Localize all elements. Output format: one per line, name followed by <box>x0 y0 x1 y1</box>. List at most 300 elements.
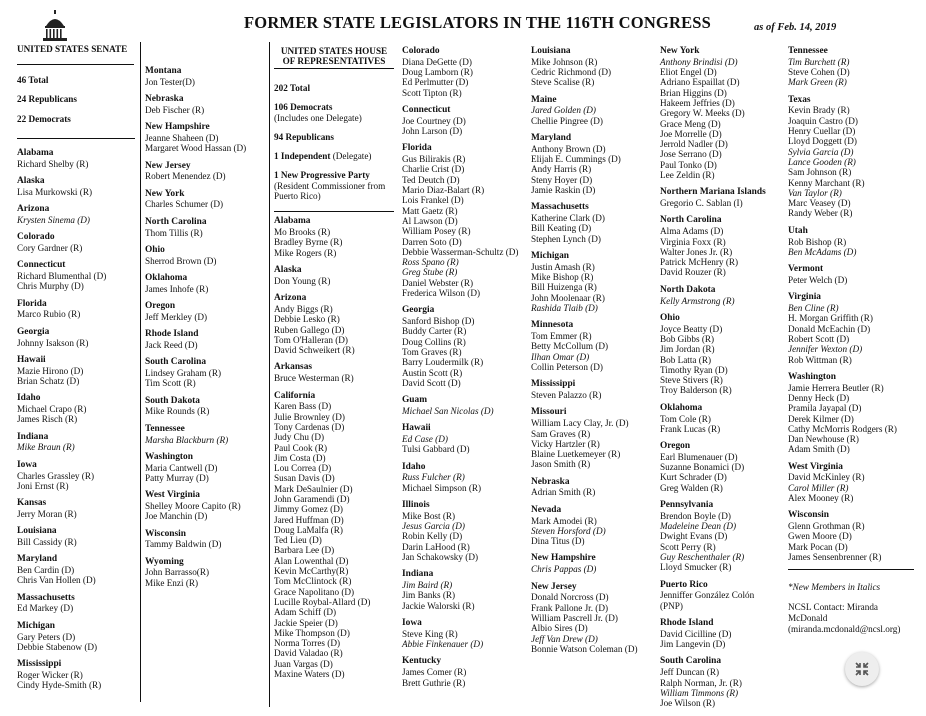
state-block <box>531 251 655 313</box>
house-independent: 1 Independent <box>274 151 331 162</box>
member-name: William Lacy Clay, Jr. (D) <box>531 418 629 429</box>
member-name: Charles Schumer (D) <box>145 199 224 210</box>
house-column-2 <box>402 46 524 695</box>
member-name: Adam Schiff (D) <box>274 607 337 618</box>
member-name: Jim Costa (D) <box>274 452 326 463</box>
member-name: Paul Cook (R) <box>274 442 328 453</box>
member-name: Joni Ernst (R) <box>17 480 69 491</box>
member-name: Mark Pocan (D) <box>788 541 848 552</box>
state-name: Oklahoma <box>660 402 703 413</box>
state-block <box>145 217 263 238</box>
member-name: Brian Higgins (D) <box>660 87 727 98</box>
member-name: Charles Grassley (R) <box>17 470 95 481</box>
state-name: Oklahoma <box>145 272 188 283</box>
state-name: Utah <box>788 225 808 236</box>
member-name: Ben McAdams (D) <box>788 246 857 257</box>
state-name: North Dakota <box>660 284 716 295</box>
state-name: Massachusetts <box>17 592 75 603</box>
state-name: West Virginia <box>788 461 843 472</box>
state-block <box>274 391 394 680</box>
member-name: Jim Banks (R) <box>402 590 456 601</box>
member-name: Ted Deutch (D) <box>402 174 460 185</box>
member-name: Dan Newhouse (R) <box>788 434 859 445</box>
member-name: Frank Pallone Jr. (D) <box>531 602 609 613</box>
member-name: David Cicilline (D) <box>660 628 732 639</box>
member-name: Lance Gooden (R) <box>788 156 856 167</box>
member-name: Juan Vargas (D) <box>274 658 333 669</box>
house-independent-note: (Delegate) <box>330 151 372 162</box>
state-block <box>17 204 134 225</box>
state-block <box>145 490 263 521</box>
state-name: Pennsylvania <box>660 500 714 511</box>
state-name: New Hampshire <box>531 553 596 564</box>
member-name: Scott Tipton (R) <box>402 87 462 98</box>
member-name: Mike Braun (R) <box>17 442 75 453</box>
member-name: Mike Bishop (R) <box>531 272 594 283</box>
member-name: Bruce Westerman (R) <box>274 373 354 384</box>
member-name: Denny Heck (D) <box>788 392 850 403</box>
member-name: Bob Gibbs (R) <box>660 333 715 344</box>
member-name: Tom Graves (R) <box>402 347 462 358</box>
member-name: Lou Correa (D) <box>274 463 332 474</box>
state-block <box>17 526 134 547</box>
member-name: Ben Cardin (D) <box>17 565 75 576</box>
state-name: Arizona <box>274 293 307 304</box>
state-block <box>145 189 263 210</box>
member-name: Adriano Espaillat (D) <box>660 77 740 88</box>
member-name: Derek Kilmer (D) <box>788 413 854 424</box>
member-name: Jerrold Nadler (D) <box>660 139 728 150</box>
state-block <box>145 357 263 388</box>
state-block <box>17 232 134 253</box>
state-block <box>17 621 134 652</box>
state-name: Mississippi <box>531 379 576 390</box>
member-name: John Garamendi (D) <box>274 494 350 504</box>
member-name: Sanford Bishop (D) <box>402 316 475 327</box>
member-name: Kevin McCarthy(R) <box>274 566 349 577</box>
member-name: Gus Bilirakis (R) <box>402 154 466 165</box>
state-name: South Carolina <box>145 357 207 368</box>
member-name: Jim Baird (R) <box>402 580 453 591</box>
state-block <box>145 245 263 266</box>
member-name: Johnny Isakson (R) <box>17 337 89 348</box>
member-name: Joe Manchin (D) <box>145 511 208 522</box>
member-name: Marsha Blackburn (R) <box>145 434 229 445</box>
state-block <box>788 46 914 88</box>
state-block <box>660 500 784 573</box>
state-list <box>17 148 134 691</box>
state-block <box>531 202 655 244</box>
state-name: Oregon <box>145 301 176 312</box>
member-name: Randy Weber (R) <box>788 208 853 219</box>
state-block <box>788 226 914 257</box>
member-name: Darren Soto (D) <box>402 236 462 247</box>
member-name: Hakeem Jeffries (D) <box>660 97 735 108</box>
state-name: Georgia <box>402 305 435 316</box>
house-progressive-block <box>274 170 394 201</box>
member-name: William Timmons (R) <box>660 687 739 698</box>
member-name: Thom Tillis (R) <box>145 227 203 238</box>
notes <box>788 582 914 635</box>
house-heading-line-1: UNITED STATES HOUSE <box>280 46 388 56</box>
member-name: Steve King (R) <box>402 628 458 639</box>
member-name: Tony Cardenas (D) <box>274 421 345 432</box>
member-name: Karen Bass (D) <box>274 401 332 412</box>
member-name: Doug Lamborn (R) <box>402 67 473 78</box>
member-name: Collin Peterson (D) <box>531 362 603 373</box>
state-name: Colorado <box>402 46 440 56</box>
member-name: Mazie Hirono (D) <box>17 365 84 376</box>
member-name: Ted Lieu (D) <box>274 535 322 546</box>
member-name: Alex Mooney (R) <box>788 493 854 504</box>
state-block <box>531 553 655 574</box>
state-name: Ohio <box>145 244 165 255</box>
state-name: Tennessee <box>788 46 828 56</box>
senate-total: 46 Total <box>17 75 49 85</box>
member-name: David Valadao (R) <box>274 648 343 659</box>
state-name: New Hampshire <box>145 122 210 133</box>
house-heading-line-2: OF REPRESENTATIVES <box>282 56 386 66</box>
member-name: Jackie Speier (D) <box>274 617 338 628</box>
state-name: New Jersey <box>531 581 577 592</box>
state-block <box>17 593 134 614</box>
state-name: California <box>274 390 316 401</box>
member-name: Brett Guthrie (R) <box>402 677 466 688</box>
member-name: Jim Jordan (R) <box>660 344 715 355</box>
state-name: Indiana <box>17 431 49 442</box>
member-name: Mike Bost (R) <box>402 510 456 521</box>
member-name: Krysten Sinema (D) <box>17 214 90 225</box>
member-name: Mike Rogers (R) <box>274 247 337 258</box>
member-name: Jon Tester(D) <box>145 76 195 87</box>
member-name: Eliot Engel (D) <box>660 67 717 78</box>
state-block <box>274 216 394 258</box>
member-name: Tom O'Halleran (D) <box>274 334 348 345</box>
member-name: Ralph Norman, Jr. (R) <box>660 677 742 688</box>
member-name: Frederica Wilson (D) <box>402 288 481 299</box>
state-block <box>402 305 524 388</box>
member-name: Justin Amash (R) <box>531 261 595 272</box>
member-name: Tulsi Gabbard (D) <box>402 444 470 455</box>
member-name: Charlie Crist (D) <box>402 164 465 175</box>
state-block <box>788 95 914 219</box>
member-name: Bob Latta (R) <box>660 354 712 365</box>
state-name: Kentucky <box>402 656 442 667</box>
state-list <box>145 66 263 588</box>
member-name: Cindy Hyde-Smith (R) <box>17 680 102 691</box>
state-name: Idaho <box>402 461 426 472</box>
member-name: Chellie Pingree (D) <box>531 115 603 126</box>
member-name: Anthony Brown (D) <box>531 143 606 154</box>
member-name: Michael Crapo (R) <box>17 404 87 415</box>
member-name: Joyce Beatty (D) <box>660 323 723 334</box>
state-block <box>788 372 914 455</box>
state-name: Kansas <box>17 498 47 509</box>
member-name: Walter Jones Jr. (R) <box>660 246 733 257</box>
house-total: 202 Total <box>274 83 310 93</box>
member-name: Blaine Luetkemeyer (R) <box>531 449 621 460</box>
member-name: Gary Peters (D) <box>17 631 76 642</box>
state-block <box>402 105 524 136</box>
member-name: Greg Stube (R) <box>402 267 458 278</box>
state-block <box>402 656 524 687</box>
state-name: Alaska <box>274 265 302 276</box>
member-name: James Sensenbrenner (R) <box>788 552 882 563</box>
state-block <box>402 618 524 649</box>
senate-heading: UNITED STATES SENATE <box>17 44 128 54</box>
state-name: Maryland <box>531 133 572 144</box>
member-name: Marc Veasey (D) <box>788 198 851 209</box>
state-block <box>145 273 263 294</box>
state-name: Washington <box>145 451 193 462</box>
state-block <box>145 161 263 182</box>
member-name: Lloyd Smucker (R) <box>660 562 732 573</box>
state-name: New York <box>145 188 185 199</box>
member-name: Austin Scott (R) <box>402 367 463 378</box>
house-column-3 <box>531 46 655 661</box>
as-of-date: as of Feb. 14, 2019 <box>754 22 837 33</box>
member-name: Lloyd Doggett (D) <box>788 136 857 147</box>
state-block <box>531 95 655 126</box>
senate-column-1 <box>17 44 134 698</box>
member-name: Kevin Brady (R) <box>788 105 850 116</box>
member-name: Steven Horsford (D) <box>531 525 606 536</box>
member-name: David Schweikert (R) <box>274 345 355 356</box>
member-name: Gwen Moore (D) <box>788 531 852 542</box>
state-name: Iowa <box>402 618 422 629</box>
member-name: Darin LaHood (R) <box>402 541 470 552</box>
member-name: Anthony Brindisi (D) <box>660 56 738 67</box>
house-democrats-block <box>274 102 394 123</box>
state-block <box>402 423 524 454</box>
state-block <box>17 260 134 291</box>
state-name: New York <box>660 46 700 56</box>
state-block <box>660 618 784 649</box>
state-name: South Carolina <box>660 656 722 667</box>
state-name: New Jersey <box>145 160 191 171</box>
member-name: David Scott (D) <box>402 377 461 388</box>
state-name: Northern Mariana Islands <box>660 187 766 198</box>
state-block <box>660 46 784 180</box>
divider <box>17 64 134 65</box>
state-block <box>17 299 134 320</box>
state-name: Hawaii <box>17 354 46 365</box>
state-name: Maryland <box>17 554 58 565</box>
state-block <box>531 477 655 498</box>
member-name: Lois Frankel (D) <box>402 195 464 206</box>
state-name: Wyoming <box>145 556 184 567</box>
member-name: Patty Murray (D) <box>145 472 209 483</box>
member-name: H. Morgan Griffith (R) <box>788 313 873 324</box>
state-block <box>788 292 914 365</box>
member-name: Mike Enzi (R) <box>145 577 199 588</box>
state-block <box>17 327 134 348</box>
house-column-1 <box>274 46 394 686</box>
member-name: Ed Markey (D) <box>17 603 74 614</box>
member-name: Bonnie Watson Coleman (D) <box>531 643 638 654</box>
member-name: Barbara Lee (D) <box>274 545 335 556</box>
member-name: Timothy Ryan (D) <box>660 364 728 375</box>
senate-democrats: 22 Democrats <box>17 113 71 124</box>
state-name: Nebraska <box>145 94 184 105</box>
member-name: Steven Palazzo (R) <box>531 390 602 401</box>
capitol-dome-icon <box>40 10 70 42</box>
member-name: Sylvia Garcia (D) <box>788 146 854 157</box>
state-list <box>531 46 655 654</box>
member-name: Margaret Wood Hassan (D) <box>145 143 247 154</box>
member-name: Adrian Smith (R) <box>531 487 596 498</box>
member-name: Adam Smith (D) <box>788 444 850 455</box>
member-name: Kurt Schrader (D) <box>660 472 727 483</box>
member-name: Troy Balderson (R) <box>660 385 732 396</box>
member-name: Glenn Grothman (R) <box>788 521 865 532</box>
member-name: Joe Wilson (R) <box>660 698 716 709</box>
state-block <box>531 407 655 469</box>
member-name: Suzanne Bonamici (D) <box>660 462 745 473</box>
member-name: Tim Scott (R) <box>145 378 196 389</box>
member-name: Maria Cantwell (D) <box>145 462 218 473</box>
state-name: Idaho <box>17 393 41 404</box>
member-name: Richard Blumenthal (D) <box>17 271 107 282</box>
state-block <box>17 355 134 386</box>
collapse-arrows-icon <box>845 652 879 686</box>
member-name: Mike Johnson (R) <box>531 56 598 67</box>
member-name: Michael San Nicolas (D) <box>402 406 494 416</box>
member-name: Richard Shelby (R) <box>17 158 89 169</box>
house-column-5 <box>788 46 914 635</box>
state-block <box>402 46 524 98</box>
member-name: Kelly Armstrong (R) <box>660 295 735 306</box>
member-name: Mike Rounds (R) <box>145 406 210 417</box>
member-name: Tim Burchett (R) <box>788 56 850 67</box>
state-block <box>788 264 914 285</box>
member-name: Chris Murphy (D) <box>17 281 84 292</box>
member-name: Sherrod Brown (D) <box>145 255 217 266</box>
member-name: Andy Harris (R) <box>531 164 592 175</box>
member-name: Jenniffer González Colón <box>660 590 755 601</box>
member-name: Ilhan Omar (D) <box>531 351 590 362</box>
member-name: John Larson (D) <box>402 126 463 137</box>
state-name: Illinois <box>402 500 430 511</box>
collapse-button[interactable] <box>845 652 879 686</box>
member-name: Judy Chu (D) <box>274 432 325 443</box>
state-name: Wisconsin <box>788 510 829 521</box>
member-name: Mario Diaz-Balart (R) <box>402 185 485 196</box>
member-name: Jackie Walorski (R) <box>402 600 475 611</box>
member-name: Katherine Clark (D) <box>531 213 605 224</box>
member-name: Doug LaMalfa (R) <box>274 524 343 535</box>
member-name: Jack Reed (D) <box>145 339 198 350</box>
member-name: Greg Walden (R) <box>660 482 723 493</box>
state-block <box>274 362 394 383</box>
member-name: Bill Huizenga (R) <box>531 282 597 293</box>
member-name: Ross Spano (R) <box>402 257 459 268</box>
member-name: Robert Scott (D) <box>788 333 850 344</box>
new-members-legend: *New Members in Italics <box>788 582 881 593</box>
member-name: Betty McCollum (D) <box>531 341 609 352</box>
member-name: Gregorio C. Sablan (I) <box>660 198 743 209</box>
state-name: North Carolina <box>145 216 207 227</box>
member-name: Maxine Waters (D) <box>274 669 345 680</box>
state-list <box>274 216 394 679</box>
member-name: Dwight Evans (D) <box>660 531 728 542</box>
member-name: Donald Norcross (D) <box>531 592 609 603</box>
member-name: Bradley Byrne (R) <box>274 237 343 248</box>
state-name: South Dakota <box>145 395 200 406</box>
member-name: Cathy McMorris Rodgers (R) <box>788 423 897 434</box>
member-name: Scott Perry (R) <box>660 541 716 552</box>
member-name: Roger Wicker (R) <box>17 669 83 680</box>
member-name: Diana DeGette (D) <box>402 56 472 67</box>
member-name: Mark Green (R) <box>788 77 847 88</box>
member-name: Pramila Jayapal (D) <box>788 403 862 414</box>
state-name: Hawaii <box>402 423 431 434</box>
member-name: Norma Torres (D) <box>274 638 341 649</box>
member-name: Marco Rubio (R) <box>17 309 81 320</box>
house-democrats: 106 Democrats <box>274 102 333 113</box>
state-block <box>145 424 263 445</box>
member-name: Joaquin Castro (D) <box>788 115 858 126</box>
member-name: Barry Loudermilk (R) <box>402 357 484 368</box>
state-name: Ohio <box>660 312 680 323</box>
member-name: Albio Sires (D) <box>531 623 588 634</box>
member-name: Grace Meng (D) <box>660 118 721 129</box>
member-name: Frank Lucas (R) <box>660 423 721 434</box>
member-name: Lisa Murkowski (R) <box>17 186 93 197</box>
house-republicans: 94 Republicans <box>274 131 334 142</box>
member-name: Lee Zeldin (R) <box>660 170 715 181</box>
state-name: Mississippi <box>17 659 62 670</box>
state-block <box>145 329 263 350</box>
member-name: Al Lawson (D) <box>402 215 458 226</box>
state-block <box>17 432 134 453</box>
member-name: Mo Brooks (R) <box>274 227 331 238</box>
state-block <box>660 441 784 493</box>
member-name: Jeff Duncan (R) <box>660 667 720 678</box>
state-block <box>531 320 655 372</box>
member-name: James Risch (R) <box>17 414 78 425</box>
member-name: Robert Menendez (D) <box>145 171 226 182</box>
member-name: Debbie Wasserman-Schultz (D) <box>402 246 519 257</box>
member-name: Joe Morrelle (D) <box>660 128 722 139</box>
state-name: Washington <box>788 371 836 382</box>
state-block <box>145 396 263 417</box>
member-name: Shelley Moore Capito (R) <box>145 501 241 511</box>
state-name: Florida <box>402 143 432 154</box>
state-block <box>660 403 784 434</box>
house-progressive-note: (Resident Commissioner from Puerto Rico) <box>274 180 386 202</box>
state-block <box>17 176 134 197</box>
member-name: Sam Johnson (R) <box>788 167 852 178</box>
state-list <box>788 46 914 562</box>
member-name: Donald McEachin (D) <box>788 323 871 334</box>
member-name: Alma Adams (D) <box>660 226 724 237</box>
house-independent-block <box>274 151 394 161</box>
state-block <box>145 66 263 87</box>
member-name: Jared Golden (D) <box>531 105 596 116</box>
member-name: Mark Amodei (R) <box>531 515 597 526</box>
member-name: Ed Case (D) <box>402 434 448 445</box>
senate-republicans: 24 Republicans <box>17 94 77 105</box>
member-name: Madeleine Dean (D) <box>660 521 737 532</box>
state-name: Connecticut <box>17 260 66 271</box>
state-name: Puerto Rico <box>660 579 708 590</box>
state-name: Missouri <box>531 407 567 418</box>
house-democrats-note: (Includes one Delegate) <box>274 112 362 123</box>
state-name: Louisiana <box>531 46 571 56</box>
member-name: David Rouzer (R) <box>660 267 726 278</box>
senate-column-2 <box>145 66 263 595</box>
